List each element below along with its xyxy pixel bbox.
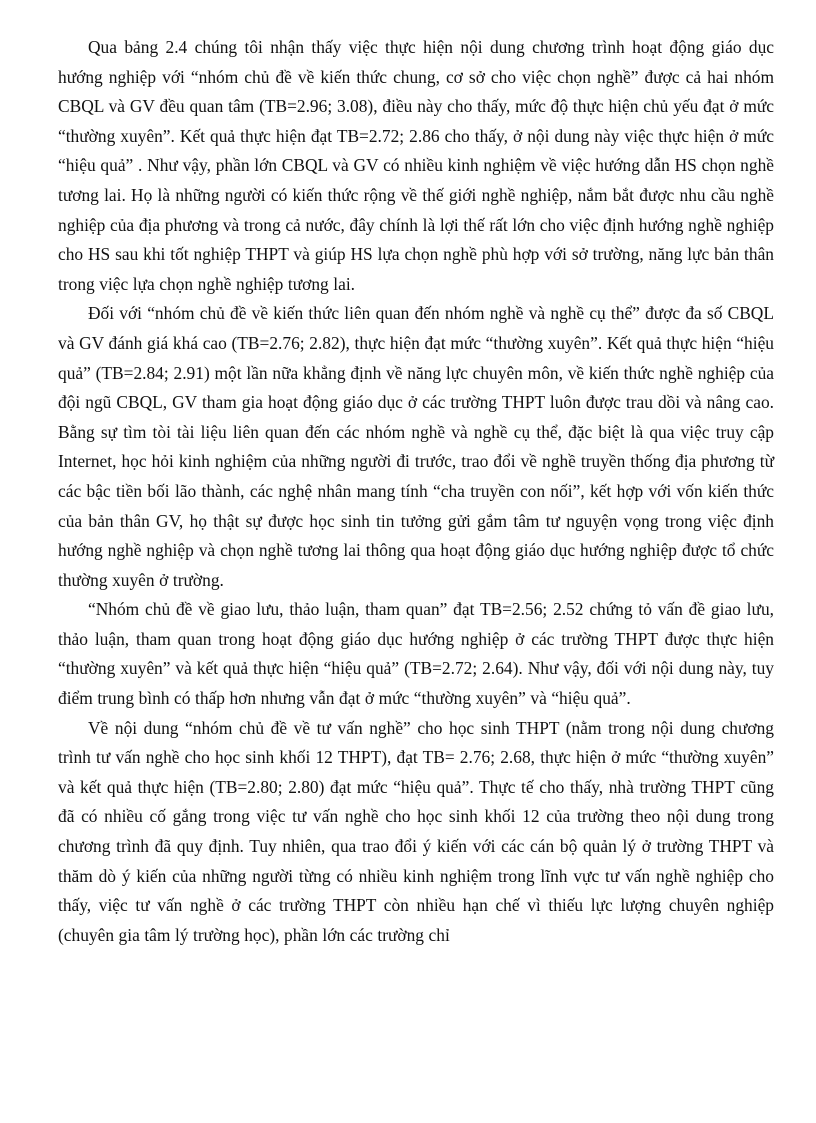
paragraph-3: “Nhóm chủ đề về giao lưu, thảo luận, tham quan” đạt TB=2.56; 2.52 chứng tỏ vấn đề giao lưu, thảo luận, tham quan trong hoạt động giáo dục hướng nghiệp ở các trường THPT được thực hiện “thường xuyên” và kết quả thực hiện “hiệu quả” (TB=2.72; 2.64). Như vậy, đối với nội dung này, tuy điểm trung bình có thấp hơn nhưng vẫn đạt ở mức “thường xuyên” và “hiệu quả”.	[58, 599, 774, 709]
paragraph-1: Qua bảng 2.4 chúng tôi nhận thấy việc thực hiện nội dung chương trình hoạt động giáo dục hướng nghiệp với “nhóm chủ đề về kiến thức chung, cơ sở cho việc chọn nghề” được cả hai nhóm CBQL và GV đều quan tâm (TB=2.96; 3.08), điều này cho thấy, mức độ thực hiện chủ yếu đạt ở mức “thường xuyên”. Kết quả thực hiện đạt TB=2.72; 2.86 cho thấy, ở nội dung này việc thực hiện ở mức “hiệu quả” . Như vậy, phần lớn CBQL và GV có nhiều kinh nghiệm về việc hướng dẫn HS chọn nghề tương lai. Họ là những người có kiến thức rộng về thế giới nghề nghiệp, nắm bắt được nhu cầu nghề nghiệp của địa phương và trong cả nước, đây chính là lợi thế rất lớn cho việc định hướng nghề nghiệp cho HS sau khi tốt nghiệp THPT và giúp HS lựa chọn nghề phù hợp với sở trường, năng lực bản thân trong việc lựa chọn nghề nghiệp tương lai.	[58, 37, 774, 294]
paragraph-4: Về nội dung “nhóm chủ đề về tư vấn nghề” cho học sinh THPT (nằm trong nội dung chương trình tư vấn nghề cho học sinh khối 12 THPT), đạt TB= 2.76; 2.68, thực hiện ở mức “thường xuyên” và kết quả thực hiện (TB=2.80; 2.80) đạt mức “hiệu quả”. Thực tế cho thấy, nhà trường THPT cũng đã có nhiều cố gắng trong việc tư vấn nghề cho học sinh khối 12 của trường theo nội dung trong chương trình đã quy định. Tuy nhiên, qua trao đổi ý kiến với các cán bộ quản lý ở trường THPT và thăm dò ý kiến của những người từng có nhiều kinh nghiệm trong lĩnh vực tư vấn nghề nghiệp cho thấy, việc tư vấn nghề ở các trường THPT còn nhiều hạn chế vì thiếu lực lượng chuyên nghiệp (chuyên gia tâm lý trường học), phần lớn các trường chỉ	[58, 717, 774, 945]
document-body	[58, 33, 774, 950]
paragraph-2: Đối với “nhóm chủ đề về kiến thức liên quan đến nhóm nghề và nghề cụ thể” được đa số CBQL và GV đánh giá khá cao (TB=2.76; 2.82), thực hiện đạt mức “thường xuyên”. Kết quả thực hiện “hiệu quả” (TB=2.84; 2.91) một lần nữa khẳng định về năng lực chuyên môn, về kiến thức nghề nghiệp của đội ngũ CBQL, GV tham gia hoạt động giáo dục ở các trường THPT luôn được trau dồi và nâng cao. Bằng sự tìm tòi tài liệu liên quan đến các nhóm nghề và nghề cụ thể, đặc biệt là qua việc truy cập Internet, học hỏi kinh nghiệm của những người đi trước, trao đổi về nghề truyền thống địa phương từ các bậc tiền bối lão thành, các nghệ nhân mang tính “cha truyền con nối”, kết hợp với vốn kiến thức của bản thân GV, họ thật sự được học sinh tin tưởng gửi gắm tâm tư nguyện vọng trong việc định hướng nghề nghiệp và chọn nghề tương lai thông qua hoạt động giáo dục hướng nghiệp được tổ chức thường xuyên ở trường.	[58, 303, 774, 590]
